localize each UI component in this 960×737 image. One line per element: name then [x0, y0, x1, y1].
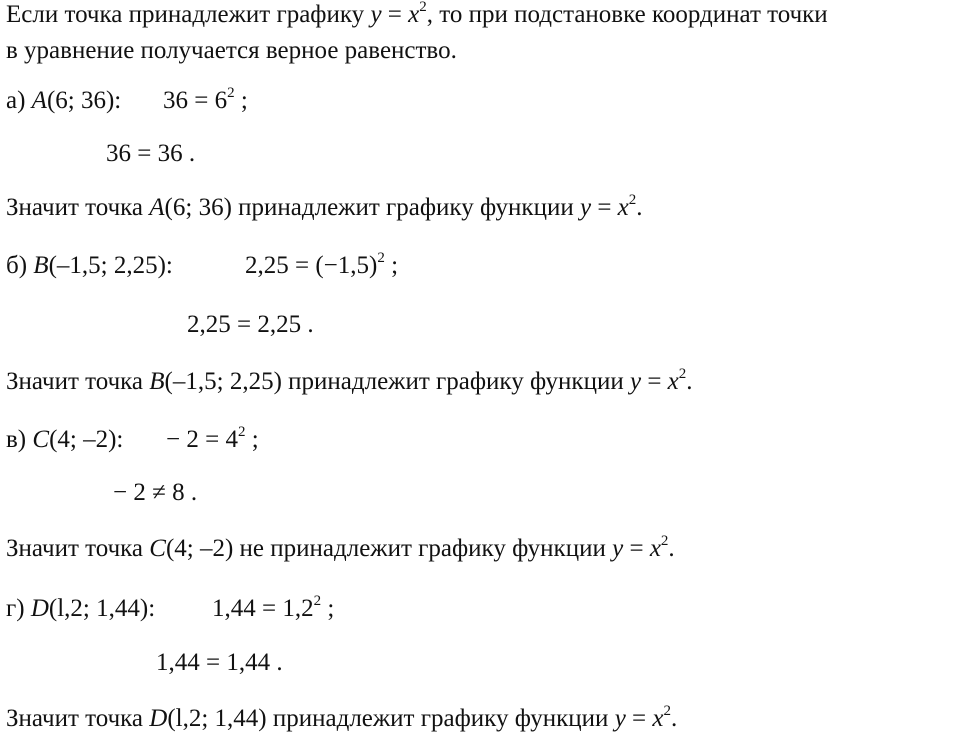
case-a-concl-text: (6; 36) принадлежит графику функции [164, 194, 580, 221]
case-c-result: − 2 ≠ 8 . [113, 479, 198, 506]
case-b-concl-tail: . [686, 368, 693, 395]
case-c-check-equation: − 2 = 4 [166, 426, 238, 453]
case-a-check [163, 86, 248, 116]
case-d-concl-text: (l,2; 1,44) принадлежит графику функции [167, 705, 615, 732]
case-a-concl-exponent: 2 [628, 192, 637, 208]
case-c-check-tail: ; [245, 426, 259, 453]
case-a-concl-prefix: Значит точка [6, 194, 150, 221]
case-d-concl-y: y [614, 705, 626, 732]
intro-tail: , то при подстановке координат точки [426, 1, 828, 28]
case-b-check-exponent: 2 [377, 250, 385, 266]
case-d-concl-tail: . [671, 705, 678, 732]
case-b-point-letter: B [33, 252, 49, 279]
case-c-concl-letter: C [149, 535, 166, 562]
case-c-concl-prefix: Значит точка [6, 535, 150, 562]
case-a-concl-x: x [617, 194, 629, 221]
case-d-point-letter: D [30, 595, 49, 622]
case-c-concl-exponent: 2 [660, 533, 669, 549]
case-a-check-exponent: 2 [227, 85, 235, 101]
case-a-point-coords: (6; 36): [46, 87, 122, 114]
intro-line-2: в уравнение получается верное равенство. [6, 37, 457, 64]
intro-x: x [408, 1, 420, 28]
case-b-concl-eq: = [641, 368, 668, 395]
case-c-concl-y: y [612, 535, 624, 562]
case-d-check-exponent: 2 [313, 593, 322, 609]
case-b-marker: б) [6, 252, 34, 279]
intro-exponent: 2 [419, 0, 427, 15]
case-d-concl-prefix: Значит точка [6, 705, 150, 732]
case-b-concl-text: (–1,5; 2,25) принадлежит графику функции [164, 368, 630, 395]
case-b-result: 2,25 = 2,25 . [187, 311, 314, 338]
case-a-concl-eq: = [591, 194, 618, 221]
case-a-marker: а) [6, 87, 32, 114]
case-a-check-equation: 36 = 6 [163, 87, 228, 114]
case-a-conclusion [6, 193, 643, 223]
case-a-check-tail: ; [234, 87, 248, 114]
case-d-check [212, 594, 334, 624]
case-d-concl-exponent: 2 [663, 703, 672, 719]
case-b-check [245, 251, 398, 281]
intro-line-1 [6, 0, 828, 30]
case-d-concl-eq: = [625, 705, 653, 732]
case-d-result: 1,44 = 1,44 . [156, 649, 283, 676]
case-a-point [6, 86, 121, 116]
case-b-check-equation: 2,25 = (−1,5) [245, 252, 378, 279]
case-a-concl-y: y [579, 194, 592, 221]
case-d-check-equation: 1,44 = 1,2 [212, 595, 314, 622]
case-c-conclusion [6, 534, 675, 564]
case-d-concl-letter: D [149, 705, 168, 732]
intro-eq: = [381, 1, 409, 28]
case-c-concl-eq: = [623, 535, 650, 562]
case-b-concl-exponent: 2 [678, 366, 687, 382]
case-c-point [6, 425, 123, 455]
case-b-concl-x: x [667, 368, 679, 395]
case-d-point-coords: (l,2; 1,44): [48, 595, 156, 622]
case-c-concl-text: (4; –2) не принадлежит графику функции [165, 535, 613, 562]
case-d-conclusion [6, 704, 677, 734]
case-b-check-tail: ; [384, 252, 399, 279]
case-d-concl-x: x [652, 705, 664, 732]
case-a-result: 36 = 36 . [106, 140, 196, 167]
case-b-conclusion [6, 367, 693, 397]
case-a-concl-tail: . [636, 194, 643, 221]
case-c-marker: в) [6, 426, 33, 453]
case-c-concl-tail: . [668, 535, 675, 562]
case-c-point-letter: C [32, 426, 50, 453]
case-d-check-tail: ; [321, 595, 335, 622]
intro-y: y [370, 1, 382, 28]
case-c-check [166, 425, 259, 455]
case-b-point-coords: (–1,5; 2,25): [48, 252, 173, 279]
case-c-concl-x: x [649, 535, 661, 562]
case-c-point-coords: (4; –2): [49, 426, 124, 453]
case-d-marker: г) [6, 595, 31, 622]
case-d-point [6, 594, 155, 624]
case-b-concl-prefix: Значит точка [6, 368, 150, 395]
case-c-check-exponent: 2 [237, 424, 246, 440]
intro-text: Если точка принадлежит графику [6, 1, 371, 28]
case-a-point-letter: A [31, 87, 47, 114]
case-b-concl-y: y [629, 368, 642, 395]
case-b-point [6, 251, 173, 281]
case-b-concl-letter: B [149, 368, 165, 395]
case-a-concl-letter: A [149, 194, 165, 221]
